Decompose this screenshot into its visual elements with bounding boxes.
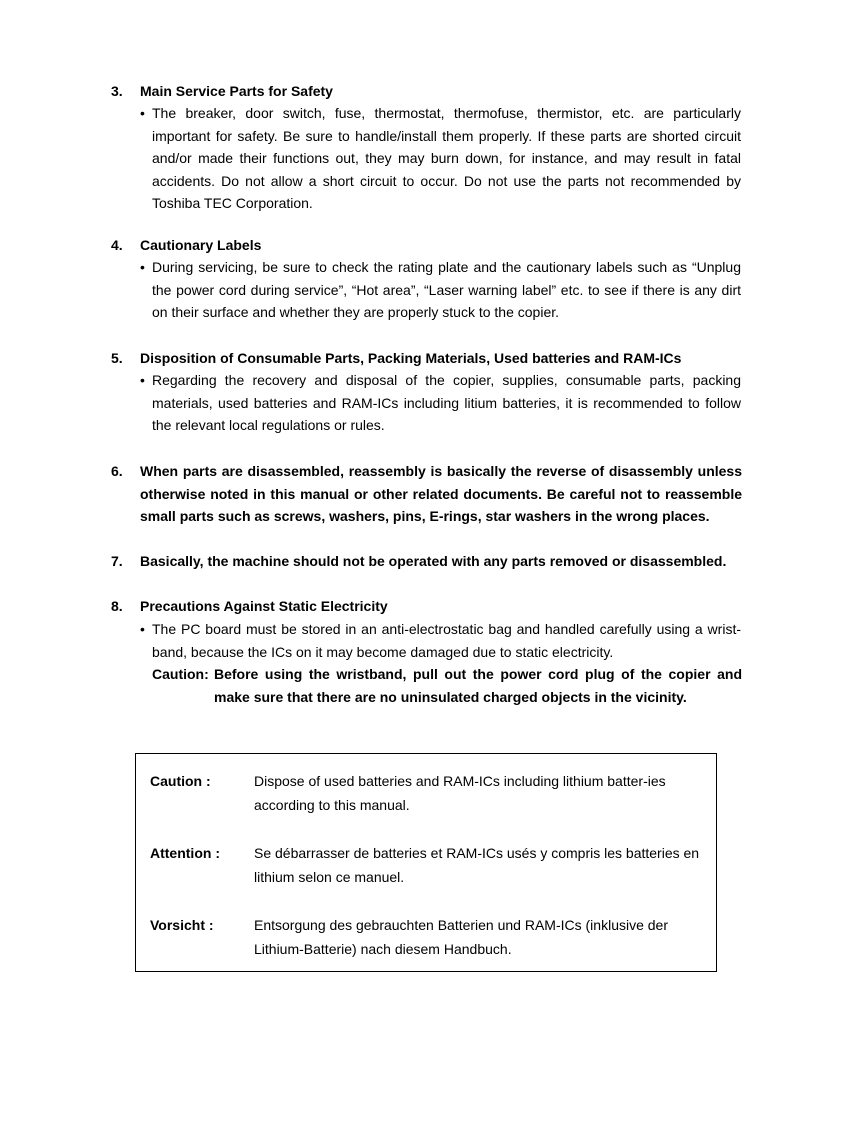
section-number: 5.	[111, 350, 123, 366]
notice-label-vorsicht: Vorsicht :	[150, 917, 214, 933]
section-number: 4.	[111, 237, 123, 253]
section-body: Basically, the machine should not be operated with any parts removed or disassembled.	[140, 553, 727, 569]
section-heading: Precautions Against Static Electricity	[140, 598, 388, 614]
section-body: When parts are disassembled, reassembly is basically the reverse of disassembly unless otherwise noted in this manual or other related documents. Be careful not to reassemble small parts such as screws, washers, pins, E-rings, star washers in the wrong places.	[140, 463, 742, 524]
section-number: 6.	[111, 463, 123, 479]
section-body: Regarding the recovery and disposal of the copier, supplies, consumable parts, packing materials, used batteries and RAM-ICs including litium batteries, it is recommended to follow the relevant local regulations or rules.	[152, 372, 741, 433]
section-heading: Main Service Parts for Safety	[140, 83, 333, 99]
notice-text-vorsicht: Entsorgung des gebrauchten Batterien und RAM-ICs (inklusive der Lithium-Batterie) nach diesem Handbuch.	[254, 917, 668, 957]
battery-disposal-notice-box	[135, 753, 717, 972]
section-body: During servicing, be sure to check the rating plate and the cautionary labels such as “Unplug the power cord during service”, “Hot area”, “Laser warning label” etc. to see if there is any dirt on their surface and whether they are properly stuck to the copier.	[152, 259, 741, 320]
section-number: 3.	[111, 83, 123, 99]
caution-text: Before using the wristband, pull out the power cord plug of the copier and make sure that there are no uninsulated charged objects in the vicinity.	[214, 666, 742, 705]
bullet: •	[140, 621, 145, 637]
caution-label: Caution:	[152, 666, 209, 682]
notice-label-caution: Caution :	[150, 773, 211, 789]
notice-label-attention: Attention :	[150, 845, 220, 861]
section-heading: Disposition of Consumable Parts, Packing Materials, Used batteries and RAM-ICs	[140, 350, 682, 366]
bullet: •	[140, 372, 145, 388]
section-body: The PC board must be stored in an anti-electrostatic bag and handled carefully using a wrist-band, because the ICs on it may become damaged due to static electricity.	[152, 621, 741, 660]
section-heading: Cautionary Labels	[140, 237, 262, 253]
section-number: 8.	[111, 598, 123, 614]
section-number: 7.	[111, 553, 123, 569]
bullet: •	[140, 259, 145, 275]
section-body: The breaker, door switch, fuse, thermostat, thermofuse, thermistor, etc. are particularly important for safety. Be sure to handle/install them properly. If these parts are shorted circuit and/or made their functions out, they may burn down, for instance, and may result in fatal accidents. Do not allow a short circuit to occur. Do not use the parts not recommended by Toshiba TEC Corporation.	[152, 105, 741, 211]
notice-text-caution: Dispose of used batteries and RAM-ICs including lithium batter-ies according to this manual.	[254, 773, 666, 813]
notice-text-attention: Se débarrasser de batteries et RAM-ICs usés y compris les batteries en lithium selon ce manuel.	[254, 845, 700, 885]
bullet: •	[140, 105, 145, 121]
